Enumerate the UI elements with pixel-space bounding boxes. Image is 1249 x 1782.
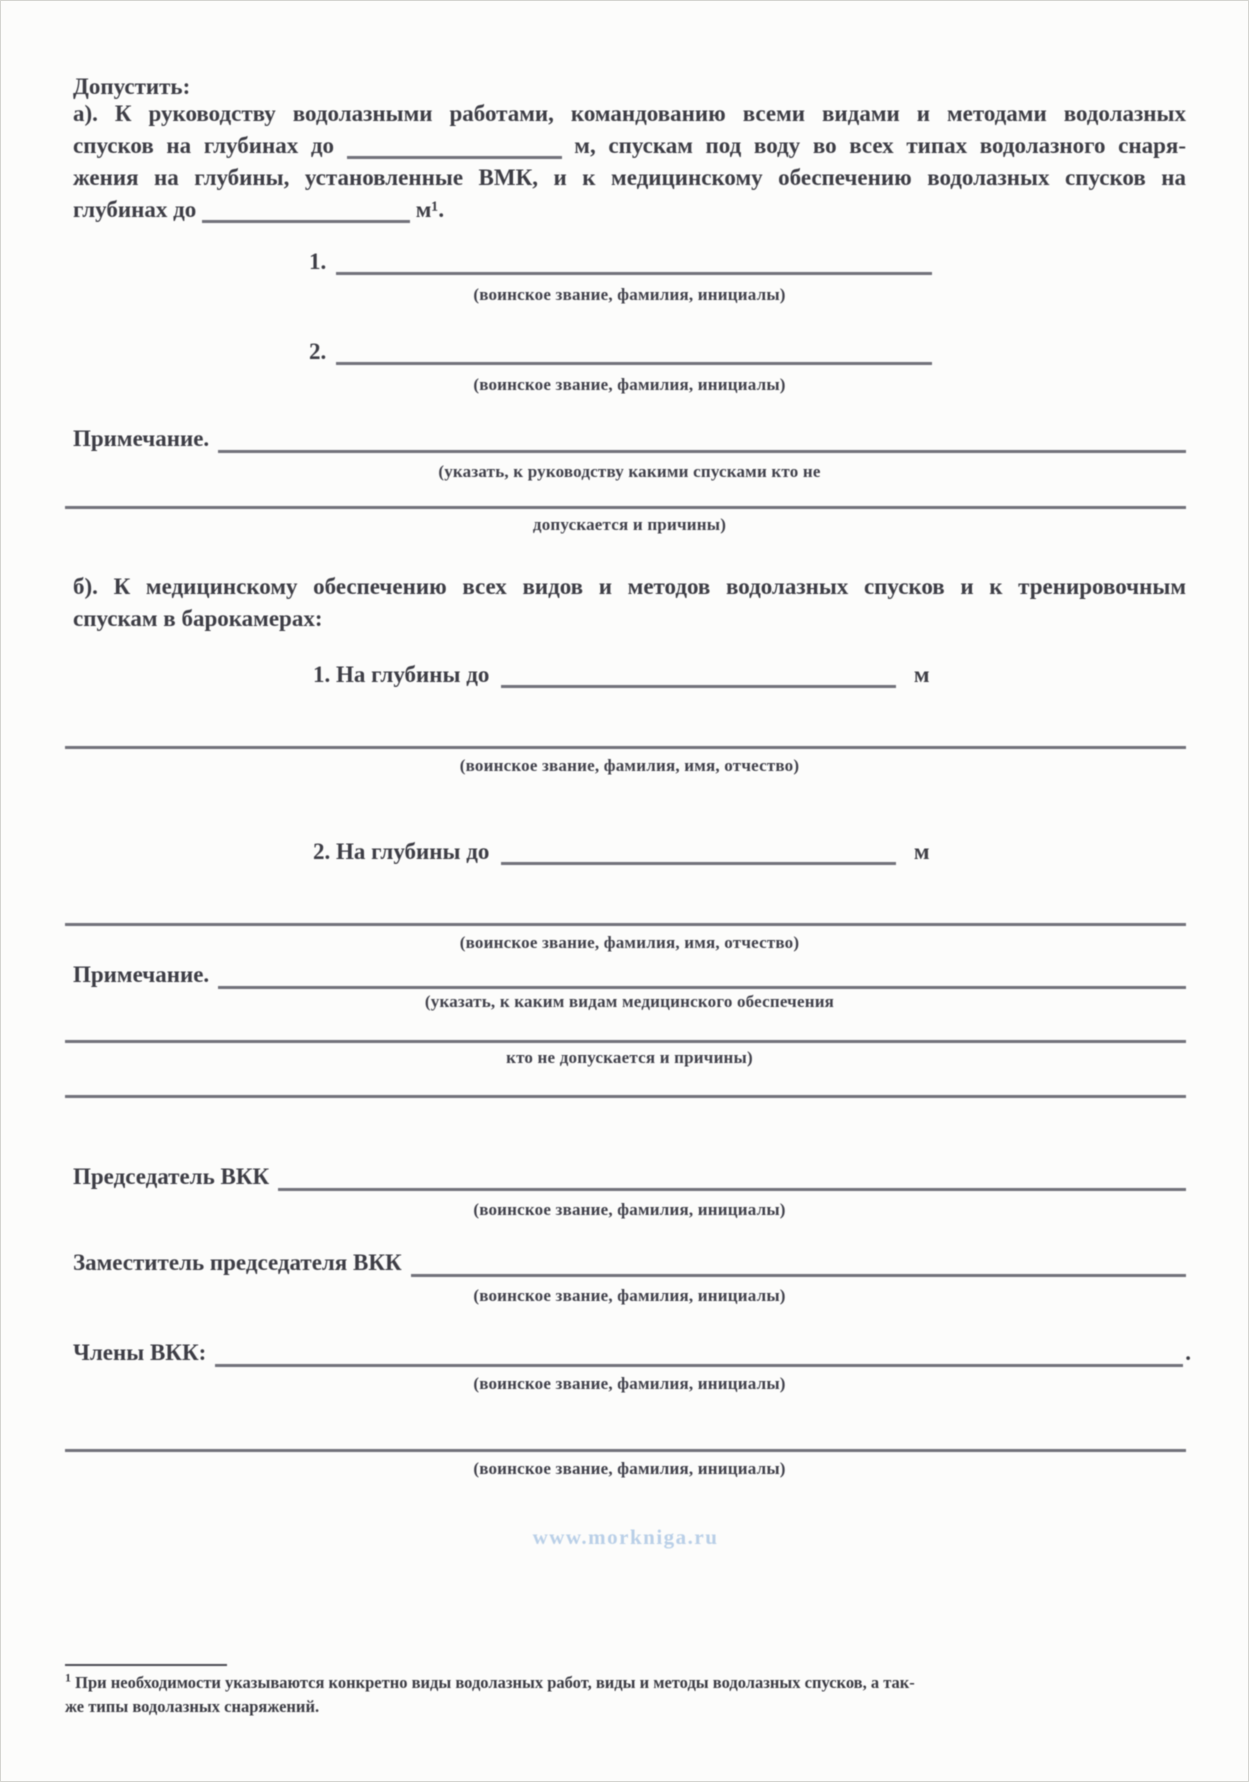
footnote [65,1671,1189,1719]
members-blank-line [215,1337,1183,1367]
depth-2-caption: (воинское звание, фамилия, имя, отчество) [459,933,800,952]
note-a-caption-bottom: допускается и причины) [532,515,727,534]
note-b-caption-top: (указать, к каким видам медицинского обеспечения [424,992,835,1011]
deputy-label: Заместитель председателя ВКК [73,1250,402,1275]
depth-row-2 [313,836,930,867]
depth-row-1 [313,659,930,690]
chairman-label: Председатель ВКК [73,1164,270,1189]
depth-1-blank-line [501,665,896,688]
footnote-text-2: же типы водолазных снаряжений. [65,1697,320,1716]
note-b-row [73,959,1186,990]
members-extra-rule [65,1449,1186,1452]
footnote-separator [65,1664,227,1666]
footnote-text-1: При необходимости указываются конкретно виды водолазных работ, виды и методы водолазных спусков, а так- [71,1673,915,1692]
depth-1-unit: м [913,662,930,687]
para-b-line-2: спускам в барокамерах: [73,606,323,631]
para-a-line-4 [73,194,1186,225]
members-row [73,1337,1191,1368]
para-a-line-3: жения на глубины, установленные ВМК, и к медицинскому обеспечению водолазных спусков на [73,165,1186,190]
depth-a2-blank-line [202,200,410,223]
note-b-rule-1 [65,1040,1186,1043]
depth-2-signature-rule [65,923,1186,926]
note-a-blank-line [218,423,1186,453]
note-a-row [73,423,1186,454]
depth-2-unit: м [913,839,930,864]
footnote-line-1 [65,1671,1189,1695]
signature-2-blank-line [336,342,932,365]
footnote-marker: 1 [65,1670,71,1685]
signature-1-number: 1. [309,249,327,274]
members-trailing-period: . [1185,1340,1191,1365]
depth-1-prefix: 1. На глубины до [313,662,490,687]
chairman-row [73,1161,1186,1192]
signature-2-number: 2. [309,339,327,364]
deputy-caption: (воинское звание, фамилия, инициалы) [473,1286,786,1305]
signature-1-caption: (воинское звание, фамилия, инициалы) [473,285,786,304]
depth-2-prefix: 2. На глубины до [313,839,490,864]
note-a-caption-top: (указать, к руководству какими спусками кто не [438,462,821,481]
para-a-line-1: а). К руководству водолазными работами, командованию всеми видами и методами водолазных [73,101,1186,126]
para-b-line-1: б). К медицинскому обеспечению всех видов и методов водолазных спусков и к тренировочным [73,574,1186,599]
note-a-label: Примечание. [73,426,210,451]
para-a-line-4-post: м¹. [415,197,445,222]
signature-2-caption: (воинское звание, фамилия, инициалы) [473,375,786,394]
chairman-blank-line [278,1161,1186,1191]
para-a-line-2-post: м, спускам под воду во всех типах водолазного снаря- [574,133,1186,158]
depth-1-caption: (воинское звание, фамилия, имя, отчество) [459,756,800,775]
footnote-line-2 [65,1695,1189,1719]
intro-title: Допустить: [73,74,191,99]
deputy-row [73,1247,1186,1278]
note-b-rule-2 [65,1095,1186,1098]
depth-a1-blank-line [347,136,562,159]
para-a-line-4-pre: глубинах до [73,197,197,222]
note-b-label: Примечание. [73,962,210,987]
note-a-rule [65,506,1186,509]
para-a-line-2-pre: спусков на глубинах до [73,133,334,158]
members-label: Члены ВКК: [73,1340,207,1365]
watermark-text: www.morkniga.ru [532,1525,719,1549]
note-b-caption-bottom: кто не допускается и причины) [506,1048,753,1067]
para-a-line-2 [73,130,1186,161]
depth-2-blank-line [501,842,896,865]
deputy-blank-line [411,1247,1186,1277]
members-caption: (воинское звание, фамилия, инициалы) [473,1374,786,1393]
chairman-caption: (воинское звание, фамилия, инициалы) [473,1200,786,1219]
depth-1-signature-rule [65,746,1186,749]
note-b-blank-line [218,959,1186,989]
signature-1-blank-line [336,252,932,275]
signature-row-1 [309,246,932,277]
members-extra-caption: (воинское звание, фамилия, инициалы) [473,1459,786,1478]
document-content [1,1,1248,1781]
signature-row-2 [309,336,932,367]
